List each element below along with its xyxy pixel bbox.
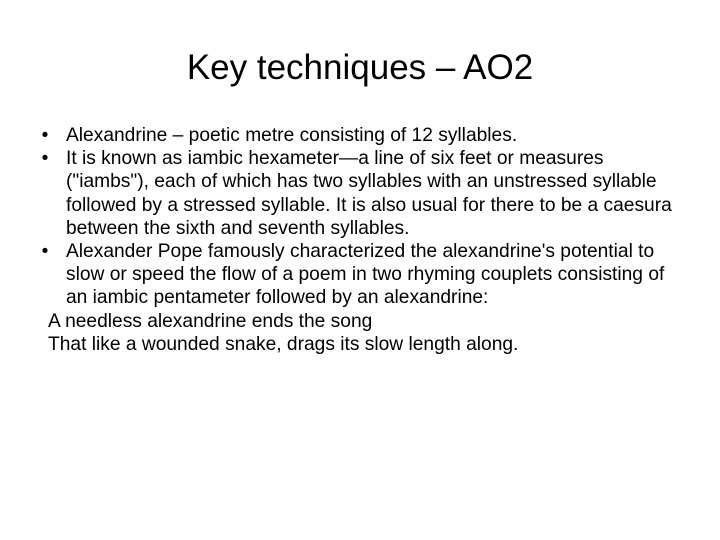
bullet-text: Alexander Pope famously characterized the alexandrine's potential to slow or speed the flow of a poem in two rhyming couplets consisting of an iambic pentameter followed by an alexandrine: xyxy=(66,241,665,309)
bullet-icon: • xyxy=(41,241,49,263)
bullet-icon: • xyxy=(41,148,49,170)
bullet-text: It is known as iambic hexameter—a line of six feet or measures ("iambs"), each of which has two syllables with an unstressed syllable followed by a stressed syllable. It is also usual for there to be a caesura between the sixth and seventh syllables. xyxy=(66,148,672,239)
bullet-list xyxy=(36,124,676,310)
slide-body xyxy=(36,124,676,356)
bullet-icon: • xyxy=(41,125,49,146)
bullet-text: Alexandrine – poetic metre consisting of 12 syllables. xyxy=(66,125,518,146)
bullet-item xyxy=(36,147,676,240)
quote-line: That like a wounded snake, drags its slow length along. xyxy=(48,333,519,355)
bullet-item xyxy=(36,240,676,310)
quote-line: A needless alexandrine ends the song xyxy=(48,310,373,332)
bullet-item xyxy=(36,124,676,147)
slide-title: Key techniques – AO2 xyxy=(186,48,534,87)
